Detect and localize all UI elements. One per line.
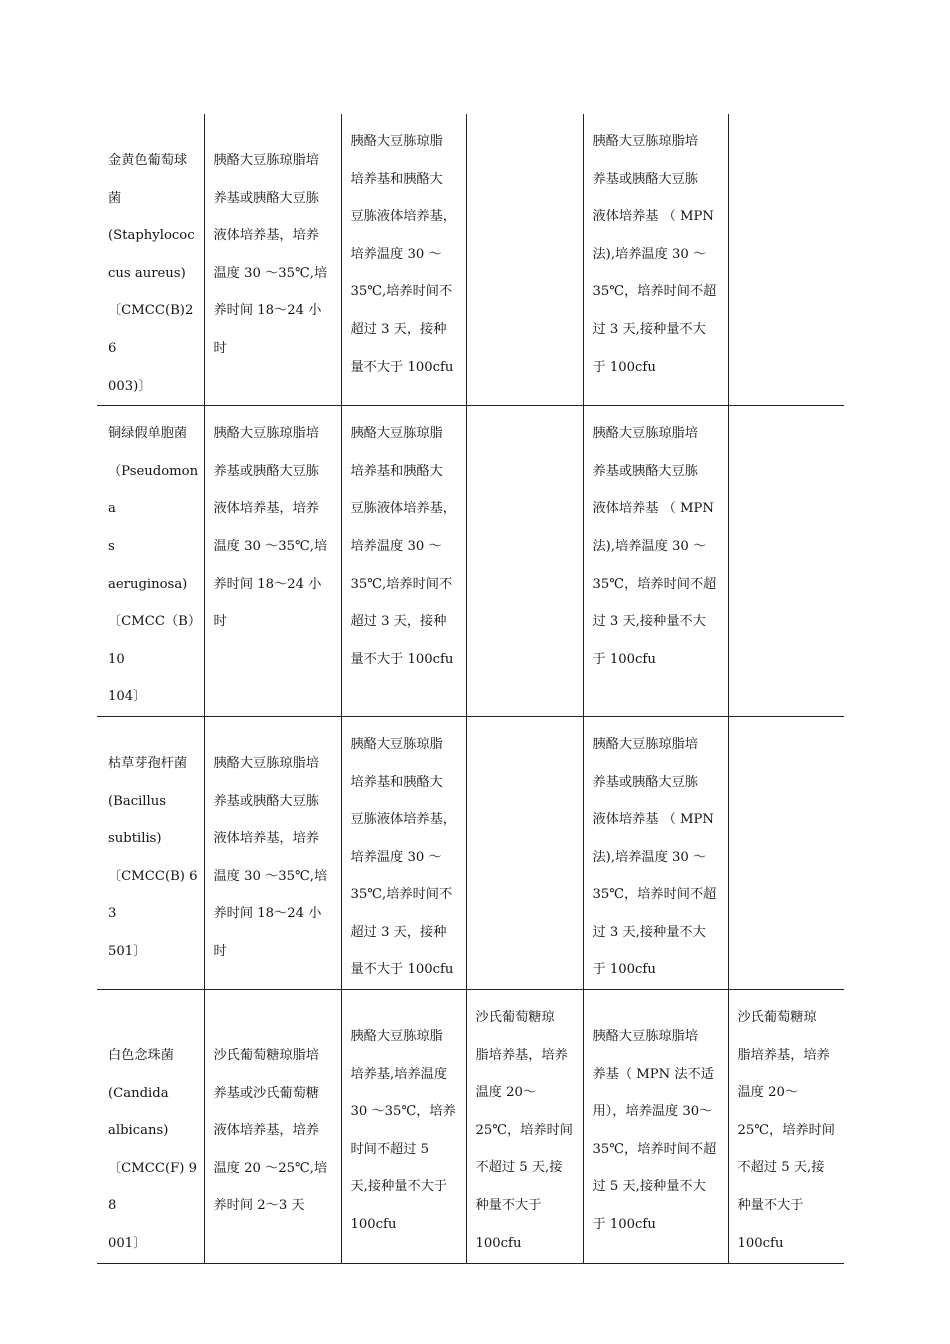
table-cell: 胰酪大豆胨琼脂培 养基或胰酪大豆胨 液体培养基 （ MPN 法),培养温度 30 ～ 35℃，培养时间不超 过 3 天,接种量不大 于 100cfu: [583, 114, 728, 406]
table-cell: 沙氏葡萄糖琼 脂培养基，培养 温度 20～ 25℃，培养时间 不超过 5 天,接 种量不大于 100cfu: [466, 990, 583, 1264]
table-row: [97, 406, 844, 717]
table-cell: 胰酪大豆胨琼脂培 养基或胰酪大豆胨 液体培养基 （ MPN 法),培养温度 30 ～ 35℃，培养时间不超 过 3 天,接种量不大 于 100cfu: [583, 716, 728, 989]
table-row: [97, 990, 844, 1264]
table-cell: [728, 406, 844, 717]
table-cell: 胰酪大豆胨琼脂培 养基或胰酪大豆胨 液体培养基，培养 温度 30 ～35℃,培 养时间 18～24 小 时: [204, 716, 341, 989]
table-cell: [728, 114, 844, 406]
organism-cell: 枯草芽孢杆菌 (Bacillus subtilis) 〔CMCC(B) 63 501〕: [108, 755, 198, 959]
table-cell: 胰酪大豆胨琼脂培 养基或胰酪大豆胨 液体培养基，培养 温度 30 ～35℃,培 养时间 18～24 小 时: [204, 114, 341, 406]
organism-cell: 白色念珠菌 (Candida albicans) 〔CMCC(F) 98 001〕: [108, 1048, 197, 1252]
table-cell: 胰酪大豆胨琼脂 培养基,培养温度 30 ～35℃，培养 时间不超过 5 天,接种量不大于 100cfu: [341, 990, 466, 1264]
table-cell: 沙氏葡萄糖琼脂培 养基或沙氏葡萄糖 液体培养基，培养 温度 20 ～25℃,培 养时间 2～3 天: [204, 990, 341, 1264]
table-cell: 胰酪大豆胨琼脂 培养基和胰酪大 豆胨液体培养基， 培养温度 30 ～ 35℃,培养时间不 超过 3 天，接种 量不大于 100cfu: [341, 114, 466, 406]
table-cell: 胰酪大豆胨琼脂 培养基和胰酪大 豆胨液体培养基， 培养温度 30 ～ 35℃,培养时间不 超过 3 天，接种 量不大于 100cfu: [341, 716, 466, 989]
table-cell: [466, 114, 583, 406]
table-cell: 胰酪大豆胨琼脂培 养基（ MPN 法不适 用），培养温度 30～ 35℃，培养时间不超 过 5 天,接种量不大 于 100cfu: [583, 990, 728, 1264]
organism-cell: 金黄色葡萄球 菌 (Staphylococ cus aureus) 〔CMCC(B)26 003)〕: [108, 153, 195, 394]
organism-cell: 铜绿假单胞菌 （Pseudomona s aeruginosa) 〔CMCC（B）10 104〕: [108, 426, 199, 705]
table-cell: 胰酪大豆胨琼脂 培养基和胰酪大 豆胨液体培养基， 培养温度 30 ～ 35℃,培养时间不 超过 3 天，接种 量不大于 100cfu: [341, 406, 466, 717]
table-cell: 胰酪大豆胨琼脂培 养基或胰酪大豆胨 液体培养基 （ MPN 法),培养温度 30 ～ 35℃，培养时间不超 过 3 天,接种量不大 于 100cfu: [583, 406, 728, 717]
table-cell: 胰酪大豆胨琼脂培 养基或胰酪大豆胨 液体培养基，培养 温度 30 ～35℃,培 养时间 18～24 小 时: [204, 406, 341, 717]
table-cell: [466, 716, 583, 989]
culture-conditions-table: [97, 114, 844, 1264]
table-row: [97, 716, 844, 989]
table-cell: [466, 406, 583, 717]
table-cell: 沙氏葡萄糖琼 脂培养基，培养 温度 20～ 25℃，培养时间 不超过 5 天,接 种量不大于 100cfu: [728, 990, 844, 1264]
table-cell: [728, 716, 844, 989]
table-row: [97, 114, 844, 406]
